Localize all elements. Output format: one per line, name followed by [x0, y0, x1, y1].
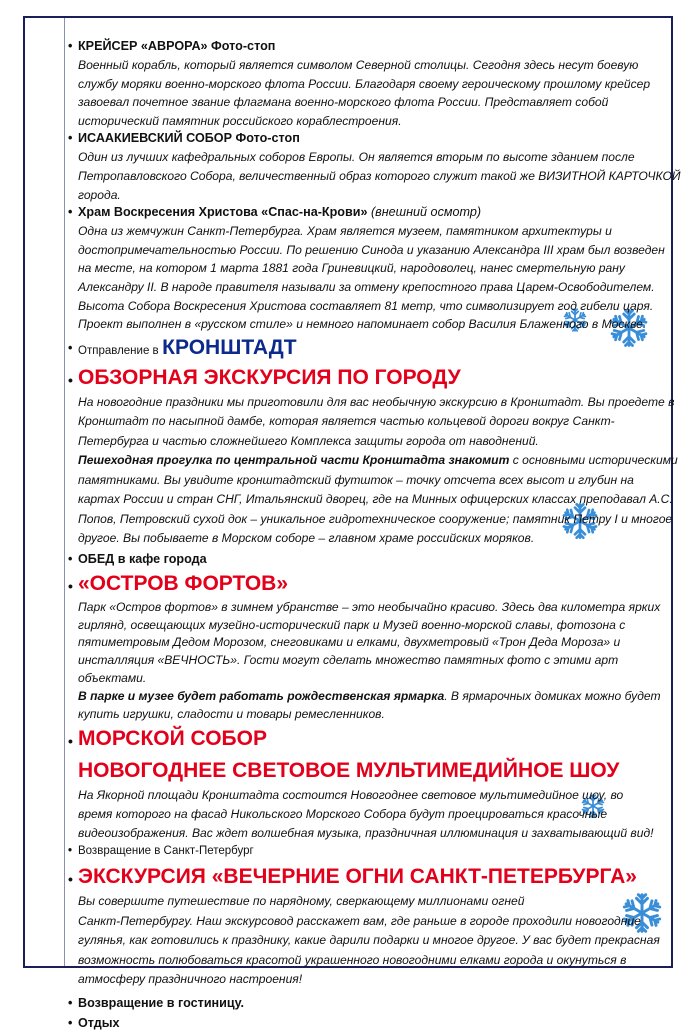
text-line: инсталляция «ВЕЧНОСТЬ». Гости могут сделать множество памятных фото с этими арт — [78, 653, 619, 668]
text-line: Петербурга и частью сложнейшего Комплекса защиты города от наводнений. — [78, 433, 539, 448]
text-line: Одна из жемчужин Санкт-Петербурга. Храм является музеем, памятником архитектуры и — [78, 224, 612, 239]
bold-text: В парке и музее будет работать рождественская ярмарка — [78, 688, 445, 703]
item-note: (внешний осмотр) — [370, 205, 482, 220]
text-line: Вы совершите путешествие по нарядному, сверкающему миллионами огней — [78, 894, 525, 909]
program-content — [66, 38, 681, 1033]
item-title: КРЕЙСЕР «АВРОРА» Фото-стоп — [78, 39, 276, 53]
departure-label: Отправление в — [78, 344, 159, 357]
item-return-spb — [66, 843, 666, 860]
item-title: Возвращение в гостиницу. — [78, 995, 245, 1010]
text-line: объектами. — [78, 670, 147, 685]
text-line: картах России и стран СНГ, Итальянский дворец, где на Минных офицерских классах преподавал А.С. — [78, 492, 673, 507]
text-line: завоевал почетное звание флагмана военно-морского флота России. Представляет собой — [78, 95, 609, 110]
avrora-description — [66, 56, 666, 130]
text-line: возможность полюбоваться красотой украшенного новогодними елками города и окунуться в — [78, 952, 627, 967]
text-line: атмосферу праздничного настроения! — [78, 972, 303, 987]
text-line: гирлянд, освещающих музейно-исторический парк и Музей военно-морской славы, фотозона с — [78, 617, 626, 632]
heading-light-show — [66, 757, 666, 785]
tour-description — [66, 393, 678, 549]
spas-description — [66, 222, 666, 334]
heading-text: «ОСТРОВ ФОРТОВ» — [78, 571, 289, 595]
item-spas — [66, 204, 666, 221]
item-title: Отдых — [78, 1015, 120, 1030]
text-line: На новогодние праздники мы приготовили для вас необычную экскурсию в Кронштадт. Вы проедете в — [78, 394, 675, 409]
text-line: На Якорной площади Кронштадта состоится Новогоднее световое мультимедийное шоу, во — [78, 788, 624, 803]
item-avrora — [66, 38, 666, 55]
text-line: Высота Собора Воскресения Христова составляет 81 метр, что символизирует год гибели царя. — [78, 298, 654, 313]
show-description — [66, 786, 666, 843]
bold-text: Пешеходная прогулка по центральной части Кронштадта знакомит — [78, 453, 510, 468]
forts-description — [66, 599, 666, 724]
text-line: Проект выполнен в «русском стиле» и немного напоминает собор Василия Блаженного в Москве. — [78, 317, 647, 332]
text-line — [78, 451, 678, 471]
heading-text: МОРСКОЙ СОБОР — [78, 727, 267, 751]
heading-city-tour — [66, 364, 666, 392]
item-lunch — [66, 551, 666, 568]
heading-text: ЭКСКУРСИЯ «ВЕЧЕРНИЕ ОГНИ САНКТ-ПЕТЕРБУРГА» — [78, 865, 637, 889]
text-line: памятниками. Вы увидите кронштадтский футшток – точку отсчета всех высот и глубин на — [78, 472, 634, 487]
text-line: Один из лучших кафедральных соборов Европы. Он является вторым по высоте зданием после — [78, 150, 635, 165]
text-line: исторический памятник российского кораблестроения. — [78, 113, 402, 128]
text-line: другое. Вы побываете в Морском соборе – главном храме российских моряков. — [78, 531, 535, 546]
text-line: достопримечательностью России. По решению Синода и указанию Александра III храм был возведен — [78, 242, 665, 257]
text-line: Петропавловского Собора, величественный образ которого служит такой же ВИЗИТНОЙ КАРТОЧКОЙ — [78, 168, 681, 183]
item-title: Возвращение в Санкт-Петербург — [78, 845, 254, 858]
item-title: ОБЕД в кафе города — [78, 551, 207, 566]
text-line: на месте, на котором 1 марта 1881 года Гриневицкий, народоволец, нанес смертельную рану — [78, 261, 625, 276]
item-title: ИСААКИЕВСКИЙ СОБОР Фото-стоп — [78, 131, 300, 146]
text-line — [78, 688, 666, 706]
text-line: пятиметровым Дедом Морозом, снеговиками и елками, двухметровый «Трон Деда Мороза» и — [78, 635, 621, 650]
evening-description — [66, 892, 666, 990]
text-line: гулянья, как готовились к празднику, какие дарили подарки и многое другое. У вас будет прекрасная — [78, 933, 660, 948]
heading-forts — [66, 570, 666, 598]
item-isaak — [66, 130, 666, 147]
text-line: Попов, Петровский сухой док – уникальное гидротехническое сооружение; памятник Петру I и многое — [78, 511, 673, 526]
heading-evening-lights — [66, 863, 666, 891]
text: . В ярмарочных домиках можно будет — [444, 688, 661, 703]
isaak-description — [66, 148, 681, 204]
departure-place: КРОНШТАДТ — [162, 335, 297, 359]
heading-text: ОБЗОРНАЯ ЭКСКУРСИЯ ПО ГОРОДУ — [78, 365, 461, 389]
text-line: службу моряки военно-морского флота России. Благодаря своему героическому прошлому крейсер — [78, 76, 651, 91]
text-line: города. — [78, 187, 121, 202]
text-line: Парк «Остров фортов» в зимнем убранстве – это необычайно красиво. Здесь два километра ярких — [78, 599, 661, 614]
text-line: Санкт-Петербургу. Наш экскурсовод расскажет вам, где раньше в городе проходили новогодние — [78, 913, 641, 928]
item-hotel — [66, 993, 666, 1013]
margin-line — [64, 18, 65, 966]
text-line: Александру II. В народе правителя называли за отмену крепостного права Царем-Освободителем. — [78, 279, 655, 294]
text-line: Военный корабль, который является символом Северной столицы. Сегодня здесь несут боевую — [78, 58, 639, 72]
item-departure — [66, 335, 666, 364]
heading-sea-cathedral — [66, 725, 666, 753]
heading-text: НОВОГОДНЕЕ СВЕТОВОЕ МУЛЬТИМЕДИЙНОЕ ШОУ — [78, 759, 620, 783]
text-line: видеоизображения. Вас ждет волшебная музыка, праздничная иллюминация и захватывающий вид! — [78, 826, 654, 841]
text-line: купить игрушки, сладости и товары ремесленников. — [78, 706, 385, 721]
text-line: время которого на фасад Никольского Морского Собора будут проецироваться красочные — [78, 807, 608, 822]
text-line: Кронштадт по насыпной дамбе, которая является частью кольцевой дороги вокруг Санкт- — [78, 414, 615, 429]
text: с основными историческими — [509, 453, 678, 468]
item-title: Храм Воскресения Христова «Спас-на-Крови» — [78, 205, 368, 220]
item-rest — [66, 1013, 666, 1033]
